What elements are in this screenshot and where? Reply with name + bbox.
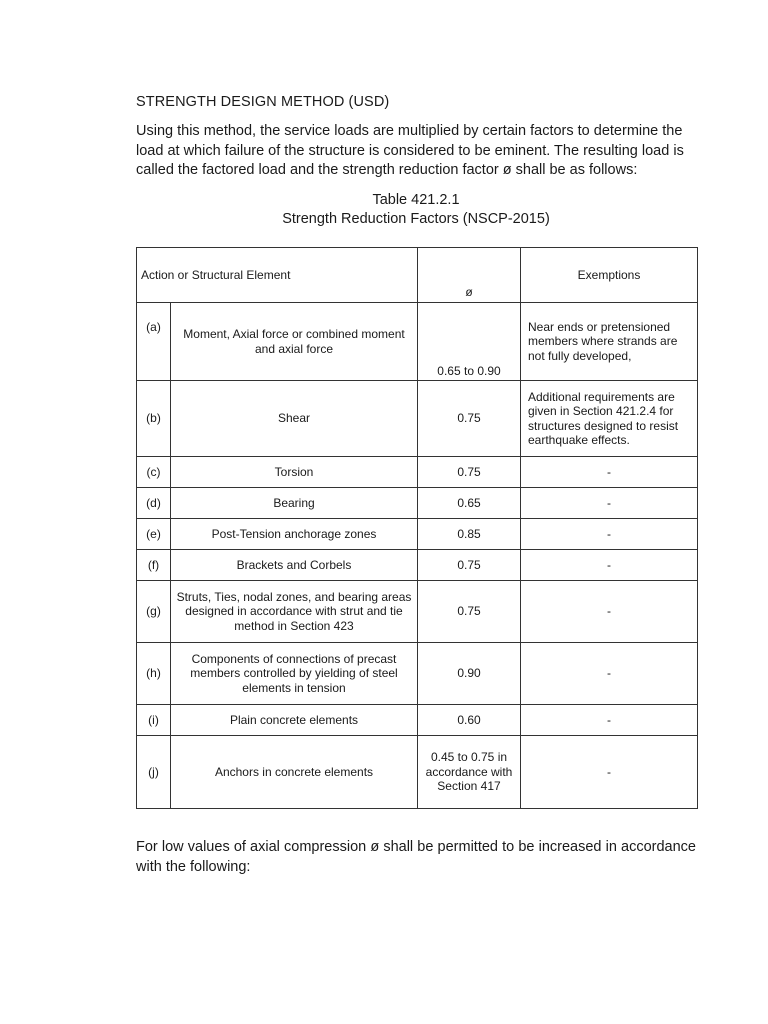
- row-phi: 0.90: [418, 643, 521, 705]
- row-element: Shear: [171, 381, 418, 457]
- row-phi: 0.65 to 0.90: [418, 303, 521, 381]
- row-exemption: -: [521, 519, 698, 550]
- row-label: (e): [137, 519, 171, 550]
- row-phi: 0.75: [418, 581, 521, 643]
- row-phi: 0.65: [418, 488, 521, 519]
- table-caption: [136, 191, 696, 229]
- table-row: [137, 736, 698, 809]
- table-row: [137, 381, 698, 457]
- row-phi: 0.60: [418, 705, 521, 736]
- table-row: [137, 519, 698, 550]
- table-header-row: [137, 248, 698, 303]
- row-exemption: -: [521, 705, 698, 736]
- table-title: Strength Reduction Factors (NSCP-2015): [282, 211, 550, 227]
- table-row: [137, 303, 698, 381]
- table-number: Table 421.2.1: [372, 192, 460, 208]
- row-label: (d): [137, 488, 171, 519]
- table-row: [137, 457, 698, 488]
- row-label: (i): [137, 705, 171, 736]
- row-element: Torsion: [171, 457, 418, 488]
- row-element: Components of connections of precast members controlled by yielding of steel elements in tension: [171, 643, 418, 705]
- table-row: [137, 581, 698, 643]
- table-row: [137, 705, 698, 736]
- row-element: Struts, Ties, nodal zones, and bearing areas designed in accordance with strut and tie method in Section 423: [171, 581, 418, 643]
- row-label: (b): [137, 381, 171, 457]
- row-phi: 0.75: [418, 550, 521, 581]
- row-phi: 0.45 to 0.75 in accordance with Section 417: [418, 736, 521, 809]
- row-exemption: -: [521, 581, 698, 643]
- row-label: (a): [137, 303, 171, 381]
- row-label: (c): [137, 457, 171, 488]
- row-label: (g): [137, 581, 171, 643]
- header-action-element: Action or Structural Element: [137, 248, 418, 303]
- row-element: Anchors in concrete elements: [171, 736, 418, 809]
- table-row: [137, 643, 698, 705]
- table-row: [137, 488, 698, 519]
- row-phi: 0.85: [418, 519, 521, 550]
- intro-paragraph: Using this method, the service loads are multiplied by certain factors to determine the load at which failure of the structure is considered to be eminent. The resulting load is called the factored load and the strength reduction factor ø shall be as follows:: [136, 123, 684, 178]
- followup-paragraph: For low values of axial compression ø shall be permitted to be increased in accordance with the following:: [136, 839, 696, 875]
- section-heading: STRENGTH DESIGN METHOD (USD): [136, 94, 390, 110]
- row-label: (h): [137, 643, 171, 705]
- row-element: Moment, Axial force or combined moment and axial force: [171, 303, 418, 381]
- row-phi: 0.75: [418, 381, 521, 457]
- row-exemption: Additional requirements are given in Section 421.2.4 for structures designed to resist earthquake effects.: [521, 381, 698, 457]
- row-label: (f): [137, 550, 171, 581]
- row-element: Bearing: [171, 488, 418, 519]
- row-exemption: -: [521, 550, 698, 581]
- row-element: Plain concrete elements: [171, 705, 418, 736]
- row-exemption: Near ends or pretensioned members where strands are not fully developed,: [521, 303, 698, 381]
- row-phi: 0.75: [418, 457, 521, 488]
- row-element: Post-Tension anchorage zones: [171, 519, 418, 550]
- header-phi: ø: [418, 248, 521, 303]
- row-exemption: -: [521, 736, 698, 809]
- row-exemption: -: [521, 643, 698, 705]
- row-exemption: -: [521, 488, 698, 519]
- row-label: (j): [137, 736, 171, 809]
- strength-reduction-table: [136, 247, 698, 809]
- table-row: [137, 550, 698, 581]
- row-element: Brackets and Corbels: [171, 550, 418, 581]
- row-exemption: -: [521, 457, 698, 488]
- header-exemptions: Exemptions: [521, 248, 698, 303]
